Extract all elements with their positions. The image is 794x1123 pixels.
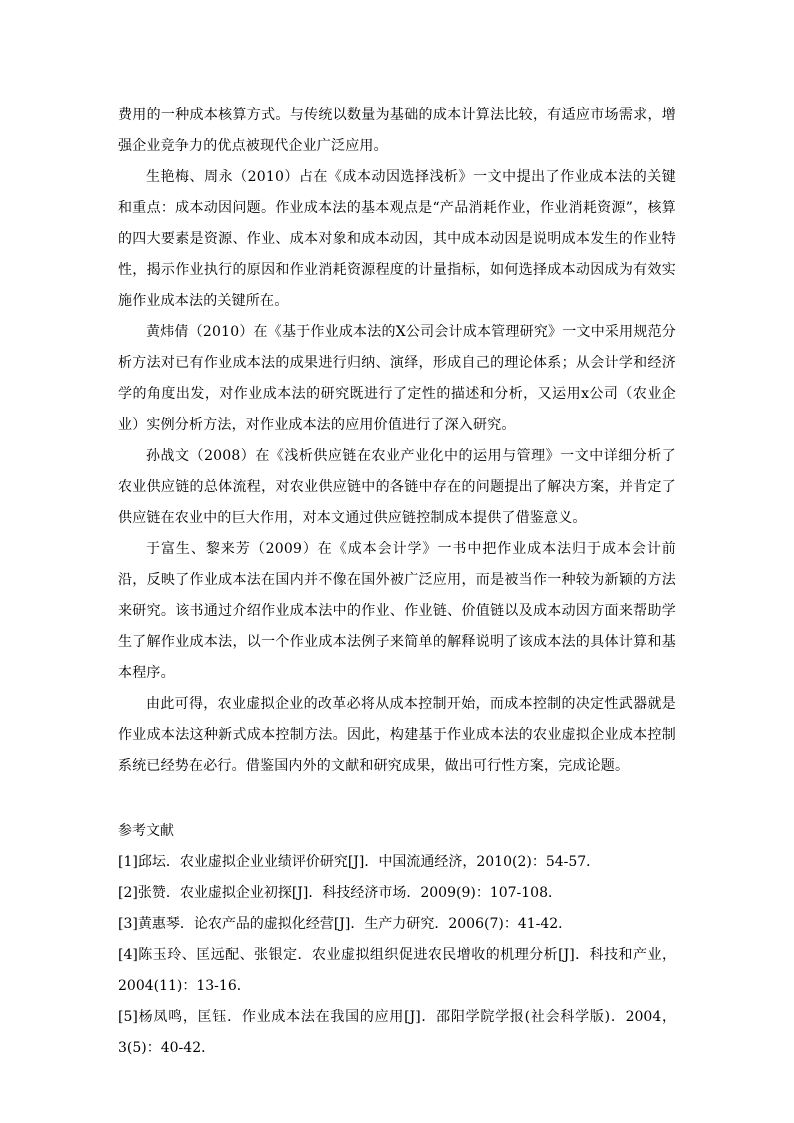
paragraph-5: 于富生、黎来芳（2009）在《成本会计学》一书中把作业成本法归于成本会计前沿，反映了作业成本法在国内并不像在国外被广泛应用，而是被当作一种较为新颖的方法来研究。该书通过介绍作业成本法中的作业、作业链、价值链以及成本动因方面来帮助学生了解作业成本法，以一个作业成本法例子来简单的解释说明了该成本法的具体计算和基本程序。 (118, 541, 676, 681)
reference-item-1: [1]邱坛．农业虚拟企业业绩评价研究[J]．中国流通经济，2010(2)：54-57． (118, 854, 601, 870)
references-title: 参考文献 (118, 823, 174, 839)
reference-item-5: [5]杨凤鸣，匡钰．作业成本法在我国的应用[J]．邵阳学院学报(社会科学版)．2004，3(5)：40-42． (118, 1009, 676, 1056)
paragraph-2: 生艳梅、周永（2010）占在《成本动因选择浅析》一文中提出了作业成本法的关键和重点：成本动因问题。作业成本法的基本观点是“产品消耗作业，作业消耗资源”，核算的四大要素是资源、作业、成本对象和成本动因，其中成本动因是说明成本发生的作业特性，揭示作业执行的原因和作业消耗资源程度的计量指标，如何选择成本动因成为有效实施作业成本法的关键所在。 (118, 169, 676, 309)
paragraph-1: 费用的一种成本核算方式。与传统以数量为基础的成本计算法比较，有适应市场需求，增强企业竞争力的优点被现代企业广泛应用。 (118, 107, 676, 154)
paragraph-3: 黄炜倩（2010）在《基于作业成本法的X公司会计成本管理研究》一文中采用规范分析方法对已有作业成本法的成果进行归纳、演绎，形成自己的理论体系；从会计学和经济学的角度出发，对作业成本法的研究既进行了定性的描述和分析，又运用x公司（农业企业）实例分析方法，对作业成本法的应用价值进行了深入研究。 (118, 324, 676, 433)
paragraph-4: 孙战文（2008）在《浅析供应链在农业产业化中的运用与管理》一文中详细分析了农业供应链的总体流程，对农业供应链中的各链中存在的问题提出了解决方案，并肯定了供应链在农业中的巨大作用，对本文通过供应链控制成本提供了借鉴意义。 (118, 448, 676, 526)
reference-item-3: [3]黄惠琴．论农产品的虚拟化经营[J]．生产力研究．2006(7)：41-42． (118, 916, 573, 932)
reference-item-2: [2]张赞．农业虚拟企业初探[J]．科技经济市场．2009(9)：107-108． (118, 885, 562, 901)
paragraph-6: 由此可得，农业虚拟企业的改革必将从成本控制开始，而成本控制的决定性武器就是作业成本法这种新式成本控制方法。因此，构建基于作业成本法的农业虚拟企业成本控制系统已经势在必行。借鉴国内外的文献和研究成果，做出可行性方案，完成论题。 (118, 696, 676, 774)
references-section (118, 816, 676, 1064)
reference-item-4: [4]陈玉玲、匡远配、张银定．农业虚拟组织促进农民增收的机理分析[J]．科技和产业，2004(11)：13-16． (118, 947, 676, 994)
body-text (118, 100, 676, 782)
